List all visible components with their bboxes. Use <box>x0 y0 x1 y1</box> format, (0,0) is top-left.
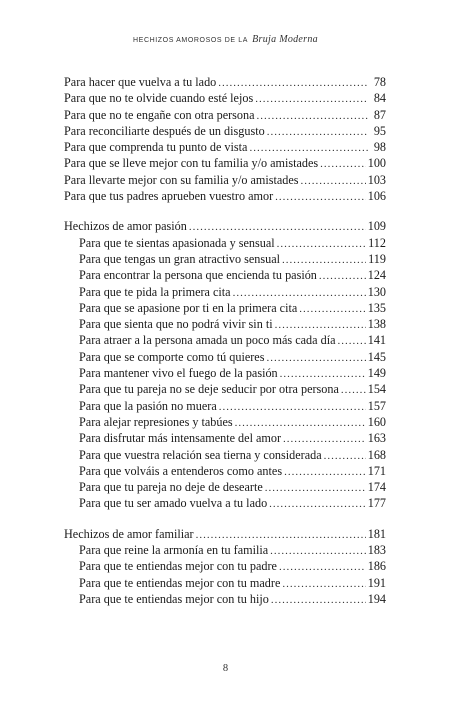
toc-entry-title: Para que sienta que no podrá vivir sin ti <box>79 317 273 332</box>
toc-section-page: 181 <box>367 526 386 541</box>
dot-leader <box>218 75 368 91</box>
toc-section-page: 87 <box>373 107 386 122</box>
toc-entry-title: Para mantener vivo el fuego de la pasión <box>79 366 278 381</box>
toc-section-heading <box>64 526 386 542</box>
dot-leader <box>275 317 366 333</box>
toc-entry <box>64 398 386 414</box>
dot-leader <box>270 543 366 559</box>
toc-section <box>64 526 386 607</box>
toc-section-page: 95 <box>373 123 386 138</box>
dot-leader <box>284 464 366 480</box>
toc-entry <box>64 495 386 511</box>
toc-section <box>64 218 386 511</box>
toc-entry-title: Para alejar represiones y tabúes <box>79 414 233 429</box>
toc-entry-page: 124 <box>367 268 386 283</box>
dot-leader <box>282 252 366 268</box>
toc-entry-title: Para que te entiendas mejor con tu hijo <box>79 591 269 606</box>
toc-entry-page: 138 <box>367 317 386 332</box>
toc-entry <box>64 463 386 479</box>
toc-section-page: 100 <box>367 156 386 171</box>
toc-entry-page: 174 <box>367 480 386 495</box>
dot-leader <box>338 333 366 349</box>
toc-entry-page: 130 <box>367 284 386 299</box>
toc-section-title: Hechizos de amor familiar <box>64 526 194 541</box>
toc-section-page: 98 <box>373 140 386 155</box>
toc-entry-title: Para que tu pareja no se deje seducir por otra persona <box>79 382 339 397</box>
dot-leader <box>267 124 368 140</box>
table-of-contents <box>64 74 386 621</box>
dot-leader <box>249 140 368 156</box>
toc-section-page: 109 <box>367 219 386 234</box>
toc-entry-page: 177 <box>367 496 386 511</box>
toc-entry <box>64 479 386 495</box>
toc-entry-page: 160 <box>367 414 386 429</box>
toc-entry <box>64 332 386 348</box>
running-header-book-title: Bruja Moderna <box>252 34 318 45</box>
toc-section-title: Para que no te olvide cuando esté lejos <box>64 91 254 106</box>
toc-section-page: 84 <box>373 91 386 106</box>
toc-entry-page: 183 <box>367 543 386 558</box>
toc-entry-title: Para que la pasión no muera <box>79 398 217 413</box>
toc-entry-page: 157 <box>367 398 386 413</box>
toc-entry-title: Para que te pida la primera cita <box>79 284 231 299</box>
dot-leader <box>282 576 365 592</box>
toc-entry <box>64 139 386 155</box>
toc-section-title: Para llevarte mejor con su familia y/o amistades <box>64 172 299 187</box>
toc-entry <box>64 316 386 332</box>
toc-entry <box>64 284 386 300</box>
dot-leader <box>277 236 367 252</box>
dot-leader <box>257 108 368 124</box>
toc-entry-page: 191 <box>367 575 386 590</box>
dot-leader <box>233 285 366 301</box>
toc-entry <box>64 414 386 430</box>
toc-entry-title: Para que volváis a entenderos como antes <box>79 463 283 478</box>
dot-leader <box>266 350 365 366</box>
toc-entry-title: Para que tengas un gran atractivo sensual <box>79 251 281 266</box>
toc-entry-page: 141 <box>367 333 386 348</box>
toc-section-title: Para que tus padres aprueben vuestro amor <box>64 189 274 204</box>
toc-section-title: Para que comprenda tu punto de vista <box>64 140 248 155</box>
toc-entry <box>64 349 386 365</box>
dot-leader <box>320 156 366 172</box>
toc-entry-page: 154 <box>367 382 386 397</box>
toc-entry <box>64 90 386 106</box>
toc-entry <box>64 267 386 283</box>
toc-entry-title: Para que se apasione por ti en la primera cita <box>79 300 298 315</box>
toc-entry <box>64 542 386 558</box>
toc-entry-page: 163 <box>367 431 386 446</box>
toc-section-page: 106 <box>367 189 386 204</box>
toc-entry <box>64 74 386 90</box>
toc-entry-page: 168 <box>367 447 386 462</box>
toc-entry-page: 145 <box>367 349 386 364</box>
running-header <box>0 34 451 45</box>
toc-entry <box>64 381 386 397</box>
toc-entry <box>64 430 386 446</box>
toc-entry <box>64 155 386 171</box>
toc-section-page: 78 <box>373 75 386 89</box>
dot-leader <box>279 559 366 575</box>
toc-section-title: Para hacer que vuelva a tu lado <box>64 75 217 89</box>
toc-entry-title: Para que te entiendas mejor con tu madre <box>79 575 281 590</box>
toc-entry-title: Para encontrar la persona que encienda tu pasión <box>79 268 317 283</box>
toc-section-heading <box>64 218 386 234</box>
dot-leader <box>219 399 366 415</box>
toc-entry <box>64 575 386 591</box>
toc-entry <box>64 558 386 574</box>
toc-entry-title: Para que vuestra relación sea tierna y considerada <box>79 447 322 462</box>
toc-section-title: Para que se lleve mejor con tu familia y/o amistades <box>64 156 319 171</box>
dot-leader <box>265 480 366 496</box>
toc-entry-title: Para que se comporte como tú quieres <box>79 349 265 364</box>
toc-entry <box>64 251 386 267</box>
toc-entry-page: 135 <box>367 300 386 315</box>
dot-leader <box>255 91 368 107</box>
dot-leader <box>280 366 366 382</box>
toc-entry-title: Para que tu ser amado vuelva a tu lado <box>79 496 268 511</box>
dot-leader <box>196 527 366 543</box>
toc-section-title: Hechizos de amor pasión <box>64 219 187 234</box>
dot-leader <box>189 219 366 235</box>
toc-entry <box>64 188 386 204</box>
toc-entry <box>64 365 386 381</box>
dot-leader <box>283 431 366 447</box>
toc-entry <box>64 172 386 188</box>
toc-entry-page: 149 <box>367 366 386 381</box>
toc-entry-page: 119 <box>368 251 386 266</box>
toc-entry <box>64 107 386 123</box>
running-header-prefix: HECHIZOS AMOROSOS DE LA <box>133 37 248 44</box>
dot-leader <box>324 448 366 464</box>
dot-leader <box>275 189 366 205</box>
toc-entry-page: 186 <box>367 559 386 574</box>
toc-entry-title: Para atraer a la persona amada un poco más cada día <box>79 333 336 348</box>
toc-entry <box>64 235 386 251</box>
dot-leader <box>301 173 366 189</box>
dot-leader <box>319 268 366 284</box>
toc-entry <box>64 300 386 316</box>
dot-leader <box>235 415 366 431</box>
toc-entry <box>64 447 386 463</box>
toc-entry-title: Para que reine la armonía en tu familia <box>79 543 269 558</box>
toc-entry-page: 171 <box>367 463 386 478</box>
toc-entry-page: 112 <box>368 235 386 250</box>
toc-section-title: Para reconciliarte después de un disgusto <box>64 123 265 138</box>
dot-leader <box>299 301 365 317</box>
toc-entry-title: Para que te entiendas mejor con tu padre <box>79 559 277 574</box>
toc-section-title: Para que no te engañe con otra persona <box>64 107 255 122</box>
dot-leader <box>341 382 366 398</box>
toc-section-page: 103 <box>367 172 386 187</box>
toc-entry <box>64 123 386 139</box>
toc-entry-page: 194 <box>367 591 386 606</box>
toc-entry-title: Para que tu pareja no deje de desearte <box>79 480 263 495</box>
toc-entry-title: Para que te sientas apasionada y sensual <box>79 235 275 250</box>
toc-entry <box>64 591 386 607</box>
toc-entry-title: Para disfrutar más intensamente del amor <box>79 431 282 446</box>
dot-leader <box>269 496 366 512</box>
dot-leader <box>271 592 366 608</box>
page-number: 8 <box>222 663 229 674</box>
toc-section <box>64 74 386 204</box>
